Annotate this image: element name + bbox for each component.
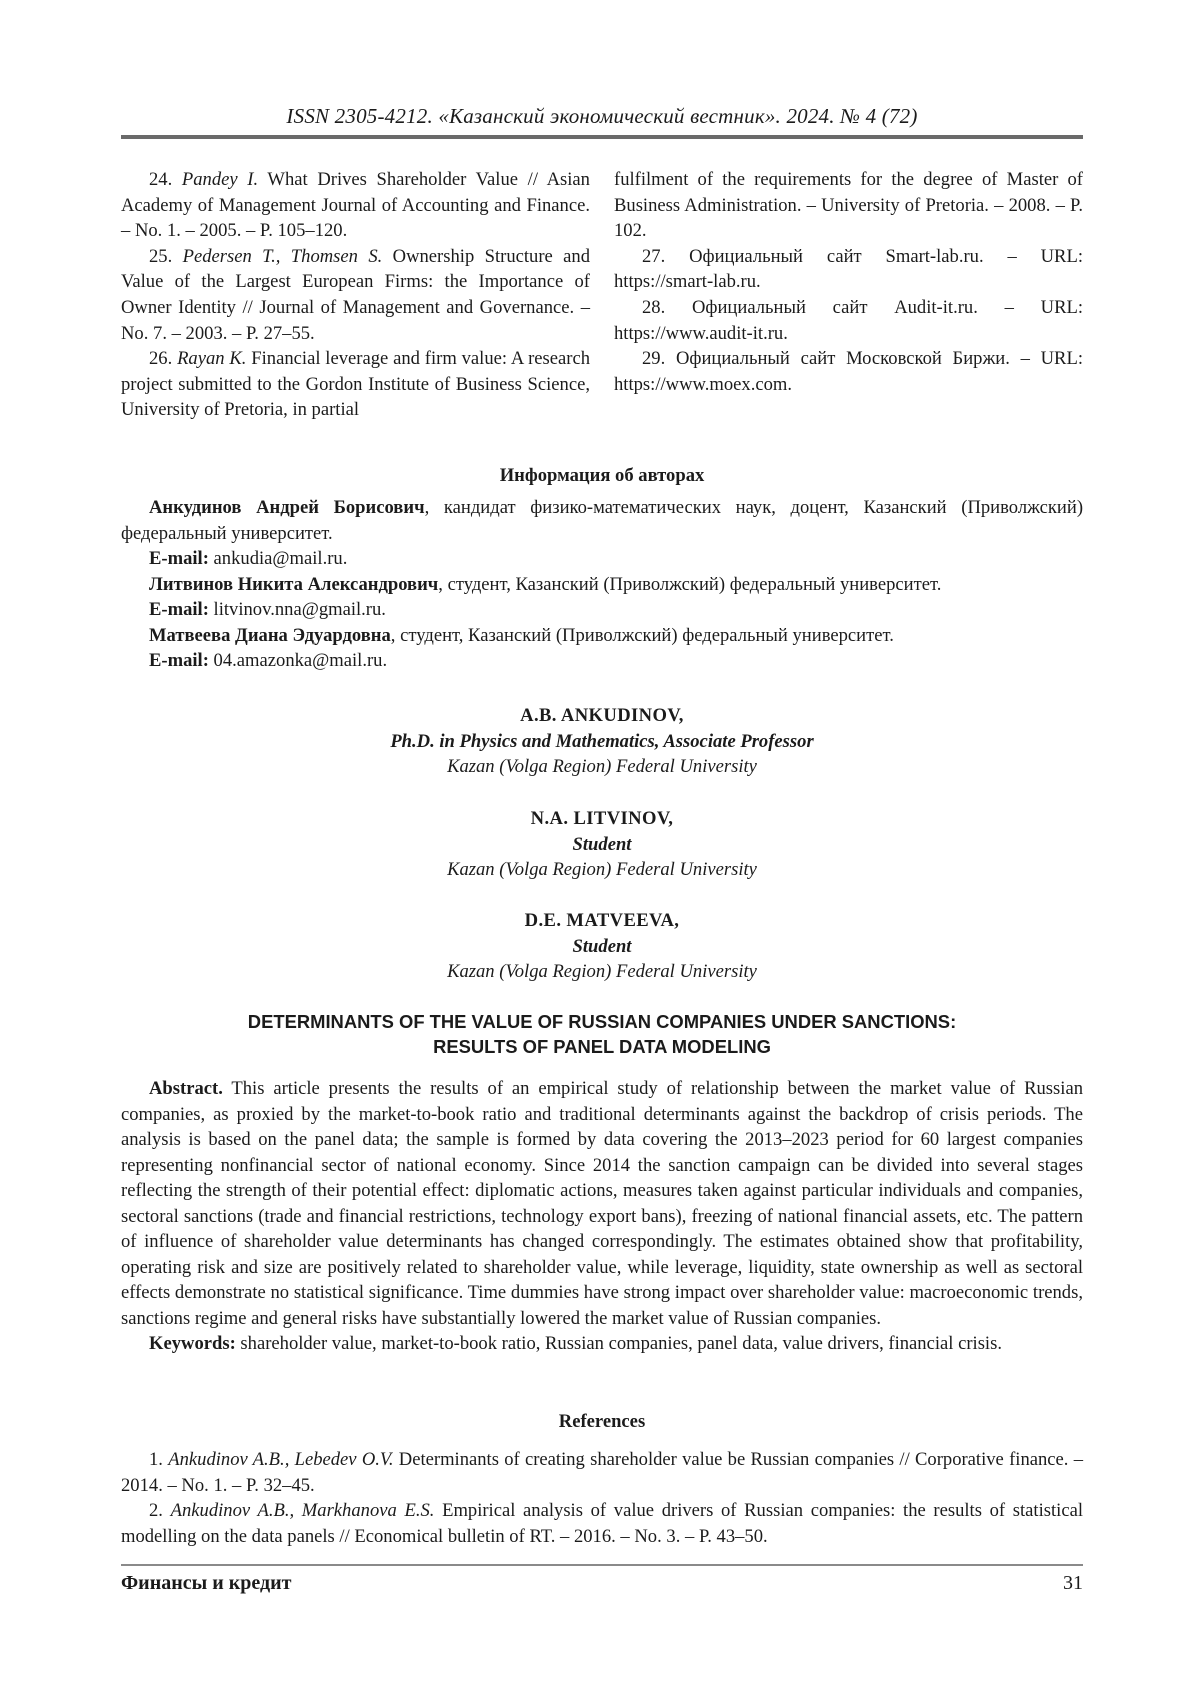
reference-item: 1. Ankudinov A.B., Lebedev O.V. Determinants of creating shareholder value be Russian companies // Corporative finance. – 2014. – No. 1. – P. 32–45. [121, 1449, 1084, 1496]
authors-info [121, 495, 1083, 674]
reference-item: 29. Официальный сайт Московской Биржи. – URL: https://www.moex.com. [614, 348, 1083, 395]
author-en-block [121, 908, 1083, 985]
author-email: E-mail: litvinov.nna@gmail.ru. [149, 599, 386, 620]
author-en-name: D.E. MATVEEVA, [524, 910, 680, 931]
journal-page [121, 0, 1083, 1697]
references-list [121, 1447, 1083, 1549]
author-en-name: N.A. LITVINOV, [530, 808, 674, 829]
author-en-position: Ph.D. in Physics and Mathematics, Associate Professor [390, 730, 814, 752]
left-column [121, 167, 590, 423]
reference-item: 24. Pandey I. What Drives Shareholder Value // Asian Academy of Management Journal of Accounting and Finance. – No. 1. – 2005. – P. 105–120. [121, 169, 590, 242]
author-entry: Литвинов Никита Александрович, студент, Казанский (Приволжский) федеральный университет. [149, 573, 942, 595]
page-number: 31 [1063, 1572, 1083, 1594]
author-en-block [121, 806, 1083, 883]
reference-item: 28. Официальный сайт Audit-it.ru. – URL: https://www.audit-it.ru. [614, 296, 1083, 344]
keywords-paragraph: Keywords: shareholder value, market-to-book ratio, Russian companies, panel data, value drivers, financial crisis. [149, 1333, 1002, 1354]
author-en-affiliation: Kazan (Volga Region) Federal University [447, 961, 757, 982]
reference-item: 27. Официальный сайт Smart-lab.ru. – URL: https://smart-lab.ru. [614, 245, 1083, 293]
running-head: ISSN 2305-4212. «Казанский экономический вестник». 2024. № 4 (72) [286, 104, 918, 128]
reference-item: 26. Rayan K. Financial leverage and firm value: A research project submitted to the Gordon Institute of Business Science, University of Pretoria, in partial [121, 348, 590, 421]
abstract [121, 1076, 1083, 1357]
footer-section-name: Финансы и кредит [121, 1572, 292, 1594]
reference-item: 25. Pedersen T., Thomsen S. Ownership Structure and Value of the Largest European Firms: the Importance of Owner Identity // Journal of Management and Governance. – No. 7. – 2003. – P. 27–55. [121, 245, 590, 344]
author-email: E-mail: 04.amazonka@mail.ru. [149, 650, 388, 671]
author-en-name: A.B. ANKUDINOV, [520, 705, 684, 726]
footer-rule [121, 1564, 1083, 1566]
article-title: DETERMINANTS OF THE VALUE OF RUSSIAN COMPANIES UNDER SANCTIONS: RESULTS OF PANEL DATA MODELING [247, 1011, 957, 1057]
author-entry: Анкудинов Андрей Борисович, кандидат физико-математических наук, доцент, Казанский (Приволжский) федеральный университет. [121, 497, 1084, 544]
right-column [614, 167, 1083, 397]
author-en-affiliation: Kazan (Volga Region) Federal University [447, 859, 757, 880]
author-en-affiliation: Kazan (Volga Region) Federal University [447, 756, 757, 777]
abstract-paragraph: Abstract. This article presents the results of an empirical study of relationship between the market value of Russian companies, as proxied by the market-to-book ratio and traditional determinants against the backdrop of crisis periods. The analysis is based on the panel data; the sample is formed by data covering the 2013–2023 period for 60 largest companies representing nonfinancial sector of national economy. Since 2014 the sanction campaign can be divided into several stages reflecting the strength of their potential effect: diplomatic actions, measures taken against particular individuals and companies, sectoral sanctions (trade and financial restrictions, technology export bans), freezing of national financial assets, etc. The pattern of influence of shareholder value determinants has changed correspondingly. The estimates obtained show that profitability, operating risk and size are positively related to shareholder value, while leverage, liquidity, state ownership as well as sectoral effects demonstrate no statistical significance. Time dummies have strong impact over shareholder value: macroeconomic trends, sanctions regime and general risks have substantially lowered the market value of Russian companies. [121, 1078, 1083, 1329]
reference-continuation: fulfilment of the requirements for the degree of Master of Business Administration. – University of Pretoria. – 2008. – P. 102. [614, 169, 1083, 242]
reference-item: 2. Ankudinov A.B., Markhanova E.S. Empirical analysis of value drivers of Russian companies: the results of statistical modelling on the data panels // Economical bulletin of RT. – 2016. – No. 3. – P. 43–50. [121, 1500, 1083, 1547]
author-en-block [121, 703, 1083, 780]
references-heading: References [558, 1411, 646, 1432]
author-email: E-mail: ankudia@mail.ru. [149, 548, 348, 569]
authors-info-title: Информация об авторах [499, 465, 705, 486]
author-en-position: Student [572, 833, 632, 855]
author-entry: Матвеева Диана Эдуардовна, студент, Казанский (Приволжский) федеральный университет. [149, 624, 894, 646]
author-en-position: Student [572, 935, 632, 957]
header-rule [121, 135, 1083, 139]
